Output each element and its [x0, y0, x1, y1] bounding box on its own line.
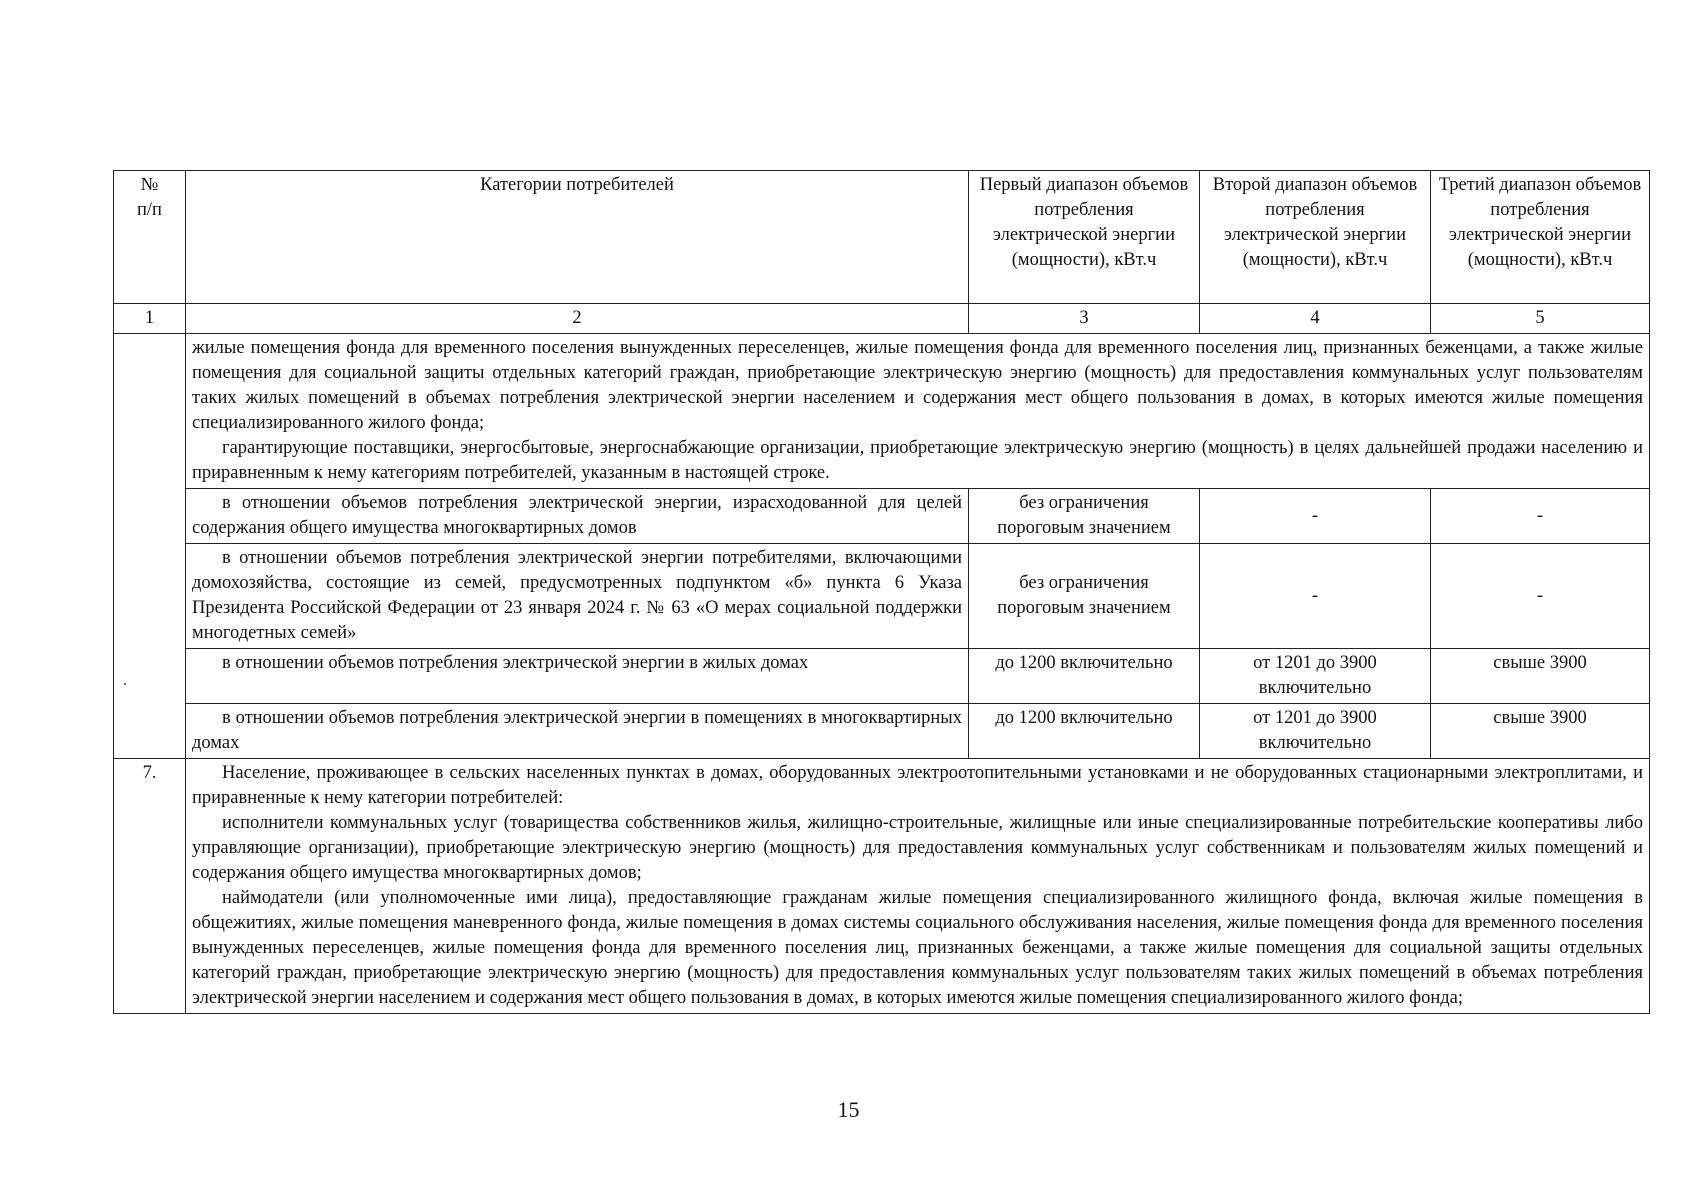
row-7-paragraph: наймодатели (или уполномоченные ими лица), предоставляющие гражданам жилые помещения специализированного жилищного фонда, включая жилые помещения в общежитиях, жилые помещения маневренного фонда, жилые помещения в домах системы социального обслуживания населения, жилые помещения фонда для временного поселения вынужденных переселенцев, жилые помещения фонда для временного поселения лиц, признанных беженцами, а также жилые помещения для социальной защиты отдельных категорий граждан, приобретающие электрическую энергию (мощность) для предоставления коммунальных услуг пользователям таких жилых помещений в объемах потребления электрической энергии населением и содержания мест общего пользования в домах, в которых имеются жилые помещения специализированного жилого фонда;: [192, 888, 1643, 1008]
header-num: № п/п: [114, 171, 186, 304]
sub-row-range1: до 1200 включительно: [969, 704, 1200, 759]
continued-paragraph: гарантирующие поставщики, энергосбытовые, энергоснабжающие организации, приобретающие электрическую энергию (мощность) в целях дальнейшей продажи населению и приравненным к нему категориям потребителей, указанным в настоящей строке.: [192, 438, 1643, 483]
sub-row-category: в отношении объемов потребления электрической энергии в помещениях в многоквартирных домах: [186, 704, 969, 759]
header-range1: Первый диапазон объемов потребления электрической энергии (мощности), кВт.ч: [969, 171, 1200, 304]
sub-row-range3: свыше 3900: [1431, 649, 1650, 704]
row-7: [114, 759, 1650, 1014]
column-number-row: [114, 304, 1650, 334]
sub-row-category: в отношении объемов потребления электрической энергии потребителями, включающими домохозяйства, состоящие из семей, предусмотренных подпунктом «б» пункта 6 Указа Президента Российской Федерации от 23 января 2024 г. № 63 «О мерах социальной поддержки многодетных семей»: [186, 544, 969, 649]
sub-row-range1: до 1200 включительно: [969, 649, 1200, 704]
sub-row-range3: свыше 3900: [1431, 704, 1650, 759]
row-7-paragraph: исполнители коммунальных услуг (товарищества собственников жилья, жилищно-строительные, жилищные или иные специализированные потребительские кооперативы либо управляющие организации), приобретающие электрическую энергию (мощность) для предоставления коммунальных услуг собственникам и пользователям жилых помещений и содержания общего имущества многоквартирных домов;: [192, 813, 1643, 883]
sub-row-range2: -: [1200, 544, 1431, 649]
row-7-text-cell: [186, 759, 1650, 1014]
column-number: 1: [114, 304, 186, 334]
scan-dot: [124, 683, 126, 685]
sub-row-range2: -: [1200, 489, 1431, 544]
sub-row-range2: от 1201 до 3900 включительно: [1200, 649, 1431, 704]
tariff-table: [113, 170, 1650, 1014]
sub-row-range3: -: [1431, 489, 1650, 544]
sub-row: [114, 704, 1650, 759]
header-range2: Второй диапазон объемов потребления электрической энергии (мощности), кВт.ч: [1200, 171, 1431, 304]
continued-text-cell: [186, 334, 1650, 489]
column-number: 2: [186, 304, 969, 334]
column-number: 4: [1200, 304, 1431, 334]
header-row: [114, 171, 1650, 304]
sub-row-range2: от 1201 до 3900 включительно: [1200, 704, 1431, 759]
header-category: Категории потребителей: [186, 171, 969, 304]
row-7-num: 7.: [114, 759, 186, 1014]
sub-row: [114, 544, 1650, 649]
column-number: 5: [1431, 304, 1650, 334]
sub-row-range1: без ограничения пороговым значением: [969, 544, 1200, 649]
page-number: 15: [837, 1097, 860, 1122]
continued-paragraph: жилые помещения фонда для временного поселения вынужденных переселенцев, жилые помещения фонда для временного поселения лиц, признанных беженцами, а также жилые помещения для социальной защиты отдельных категорий граждан, приобретающие электрическую энергию (мощность) для предоставления коммунальных услуг пользователям таких жилых помещений в объемах потребления электрической энергии населением и содержания мест общего пользования в домах, в которых имеются жилые помещения специализированного жилого фонда;: [192, 338, 1643, 433]
sub-row: [114, 649, 1650, 704]
sub-row-range1: без ограничения пороговым значением: [969, 489, 1200, 544]
sub-row-category: в отношении объемов потребления электрической энергии в жилых домах: [186, 649, 969, 704]
column-number: 3: [969, 304, 1200, 334]
row-7-paragraph: Население, проживающее в сельских населенных пунктах в домах, оборудованных электроотопительными установками и не оборудованных стационарными электроплитами, и приравненные к нему категории потребителей:: [192, 763, 1643, 808]
sub-row-range3: -: [1431, 544, 1650, 649]
sub-row-category: в отношении объемов потребления электрической энергии, израсходованной для целей содержания общего имущества многоквартирных домов: [186, 489, 969, 544]
continued-row: [114, 334, 1650, 489]
sub-row: [114, 489, 1650, 544]
header-range3: Третий диапазон объемов потребления электрической энергии (мощности), кВт.ч: [1431, 171, 1650, 304]
continued-num-cell: [114, 334, 186, 759]
